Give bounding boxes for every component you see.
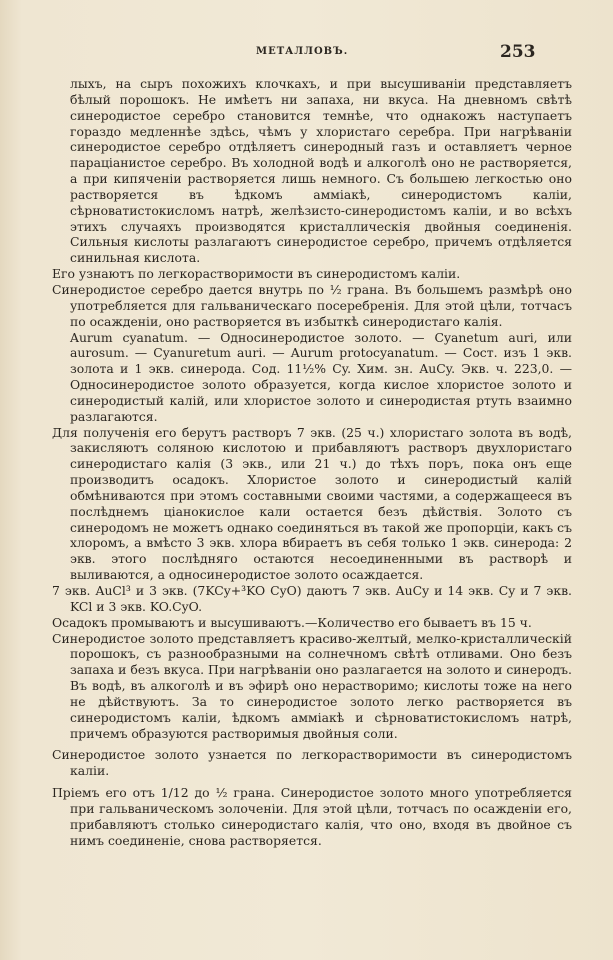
paragraph-silver-detection: Его узнаютъ по легкорастворимости въ синеродистомъ калiи. (52, 266, 461, 282)
paragraph-silver-dosage: Синеродистое серебро дается внутрь по ½ грана. Въ большемъ размѣрѣ оно употребляется для гальваническаго посеребренiя. Для этой цѣли, тотчасъ по осажденiи, оно растворяется въ избыткѣ синеродистаго калiя. (52, 281, 572, 329)
paragraph-silver-properties: лыхъ, на сыръ похожихъ клочкахъ, и при высушиванiи представляетъ бѣлый порошокъ. Не имѣетъ ни запаха, ни вкуса. На дневномъ свѣтѣ синеродистое серебро становится темнѣе, что однакожъ наступаетъ гораздо медленнѣе здѣсь, чѣмъ у хлористаго серебра. При нагрѣванiи синеродистое серебро отдѣляетъ синеродный газъ и оставляетъ черное парацiанистое серебро. Въ холодной водѣ и алкоголѣ оно не растворяется, а при кипяченiи растворяется лишь немного. Съ большею легкостью оно растворяется въ ѣдкомъ амміакѣ, синеродистомъ калiи, сѣрноватистокисломъ натрѣ, желѣзисто-синеродистомъ калiи, и во всѣхъ этихъ случаяхъ производятся кристаллическiя двойныя соединенiя. Сильныя кислоты разлагаютъ синеродистое серебро, причемъ отдѣляется синильная кислота. (70, 76, 572, 266)
paragraph-gold-properties: Синеродистое золото представляетъ красиво-желтый, мелко-кристаллическiй порошокъ, съ разнообразными на солнечномъ свѣтѣ отливами. Оно безъ запаха и безъ вкуса. При нагрѣванiи оно разлагается на золото и синеродъ. Въ водѣ, въ алкоголѣ и въ эфирѣ оно нерастворимо; кислоты тоже на него не дѣйствуютъ. За то синеродистое золото легко растворяется въ синеродистомъ калiи, ѣдкомъ амміакѣ и сѣрноватистокисломъ натрѣ, причемъ образуются растворимыя двойныя соли. (52, 630, 572, 741)
paragraph-gold-cyanide-heading: Aurum cyanatum. — Односинеродистое золото. — Cyanetum auri, или aurosum. — Cyanuretum auri. — Aurum protocyanatum. — Сост. изъ 1 экв. золота и 1 экв. синерода. Сод. 11½% Cy. Хим. зн. AuCy. Экв. ч. 223,0. — Односинеродистое золото образуется, когда кислое хлористое золото и синеродистый калiй, или хлористое золото и синеродистая ртуть взаимно разлагаются. (70, 329, 572, 424)
paragraph-reaction-equation: 7 экв. AuCl³ и 3 экв. (7KCy+³KO CyO) даютъ 7 экв. AuCy и 14 экв. Cy и 7 экв. KCl и 3 экв. KO.CyO. (52, 583, 572, 614)
page-number: 253 (500, 42, 536, 62)
paragraph-precipitate-yield: Осадокъ промываютъ и высушиваютъ.—Количество его бываетъ въ 15 ч. (52, 614, 532, 630)
page-body (52, 76, 572, 849)
page-header (0, 40, 613, 68)
paragraph-gold-dosage: Прiемъ его отъ 1/12 до ½ грана. Синеродистое золото много употребляется при гальваническомъ золоченiи. Для этой цѣли, тотчасъ по осажденiи его, прибавляютъ столько синеродистаго калiя, что оно, входя въ двойное съ нимъ соединенiе, снова растворяется. (52, 785, 572, 848)
running-title: МЕТАЛЛОВЪ. (256, 46, 349, 57)
paragraph-gold-detection: Синеродистое золото узнается по легкорастворимости въ синеродистомъ калiи. (52, 747, 572, 779)
paragraph-gold-preparation: Для полученiя его берутъ растворъ 7 экв. (25 ч.) хлористаго золота въ водѣ, закисляютъ соляною кислотою и прибавляютъ растворъ двухлористаго синеродистаго калiя (3 экв., или 21 ч.) до тѣхъ поръ, пока онъ еще производитъ осадокъ. Хлористое золото и синеродистый калiй обмѣниваются при этомъ составными своими частями, а содержащееся въ послѣднемъ цiанокислое кали остается безъ дѣйствiя. Золото съ синеродомъ не можетъ однако соединяться въ такой же пропорцiи, какъ съ хлоромъ, а вмѣсто 3 экв. хлора вбираетъ въ себя только 1 экв. синерода: 2 экв. этого послѣдняго остаются несоединенными въ растворѣ и выливаются, а односинеродистое золото осаждается. (52, 424, 572, 583)
